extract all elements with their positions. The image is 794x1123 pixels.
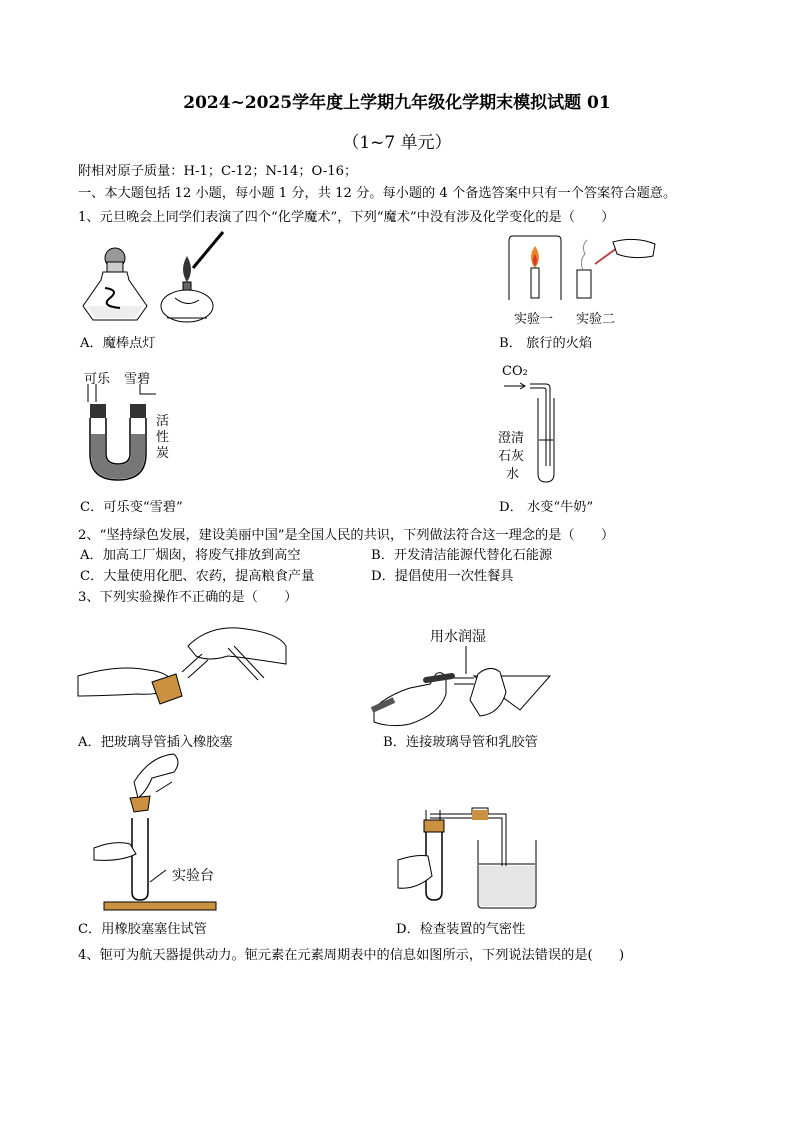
q3-option-c: C．用橡胶塞塞住试管 [78, 922, 207, 937]
q1-fig-d-water-2: 石灰 [498, 449, 525, 464]
q1-fig-c-carbon-2: 性 [156, 430, 170, 445]
q3-figure-a [78, 616, 288, 716]
q3-option-b: B．连接玻璃导管和乳胶管 [383, 735, 538, 750]
q1-fig-c-carbon-3: 炭 [156, 446, 170, 461]
exam-subtitle: （1~7 单元） [342, 133, 452, 153]
q2-option-b: B．开发清洁能源代替化石能源 [371, 548, 553, 563]
q1-option-d: D． 水变“牛奶” [499, 500, 594, 515]
q1-fig-d-water-3: 水 [506, 467, 520, 482]
q1-fig-c-label-carbon [156, 414, 169, 462]
q3-stem: 3、下列实验操作不正确的是（ ） [78, 590, 298, 605]
q3-figure-c [90, 752, 250, 912]
q1-figure-b [505, 234, 660, 306]
q1-fig-b-label-1: 实验一 [514, 312, 554, 327]
atomic-masses: 附相对原子质量：H-1；C-12；N-14；O-16； [78, 164, 358, 179]
q2-option-d: D．提倡使用一次性餐具 [371, 569, 514, 584]
exam-title: 2024~2025学年度上学期九年级化学期末模拟试题 01 [183, 93, 611, 113]
q1-option-c: C．可乐变“雪碧” [80, 500, 183, 515]
q4-stem: 4、钷可为航天器提供动力。钷元素在元素周期表中的信息如图所示，下列说法错误的是( ) [78, 948, 625, 963]
q3-option-a: A．把玻璃导管插入橡胶塞 [78, 735, 233, 750]
q1-stem: 1、元旦晚会上同学们表演了四个“化学魔术”，下列“魔术”中没有涉及化学变化的是（ ） [78, 210, 615, 225]
q3-option-d: D．检查装置的气密性 [396, 922, 526, 937]
q2-stem: 2、“坚持绿色发展，建设美丽中国”是全国人民的共识，下列做法符合这一理念的是（ ） [78, 528, 615, 543]
q1-figure-a [75, 228, 245, 328]
q2-option-a: A．加高工厂烟囱，将废气排放到高空 [80, 548, 301, 563]
q3-figure-b [370, 644, 560, 730]
q1-fig-d-label-water [498, 430, 524, 484]
q1-fig-b-label-2: 实验二 [576, 312, 616, 327]
q3-figure-d [392, 800, 552, 912]
q2-option-c: C．大量使用化肥、农药，提高粮食产量 [80, 569, 315, 584]
q1-fig-d-label-co2: CO₂ [502, 364, 528, 379]
q1-fig-c-label-left: 可乐 [84, 372, 111, 387]
q1-figure-c [82, 384, 162, 484]
section-instructions: 一、本大题包括 12 小题，每小题 1 分，共 12 分。每小题的 4 个备选答案中只有一个答案符合题意。 [78, 186, 677, 201]
q1-option-a: A．魔棒点灯 [80, 336, 156, 351]
q1-fig-c-label-right: 雪碧 [124, 372, 151, 387]
q3-fig-b-label: 用水润湿 [430, 629, 486, 645]
q3-fig-c-label: 实验台 [172, 868, 214, 884]
q1-fig-d-water-1: 澄清 [498, 431, 525, 446]
q1-option-b: B． 旅行的火焰 [499, 336, 593, 351]
q1-fig-c-carbon-1: 活 [156, 414, 170, 429]
